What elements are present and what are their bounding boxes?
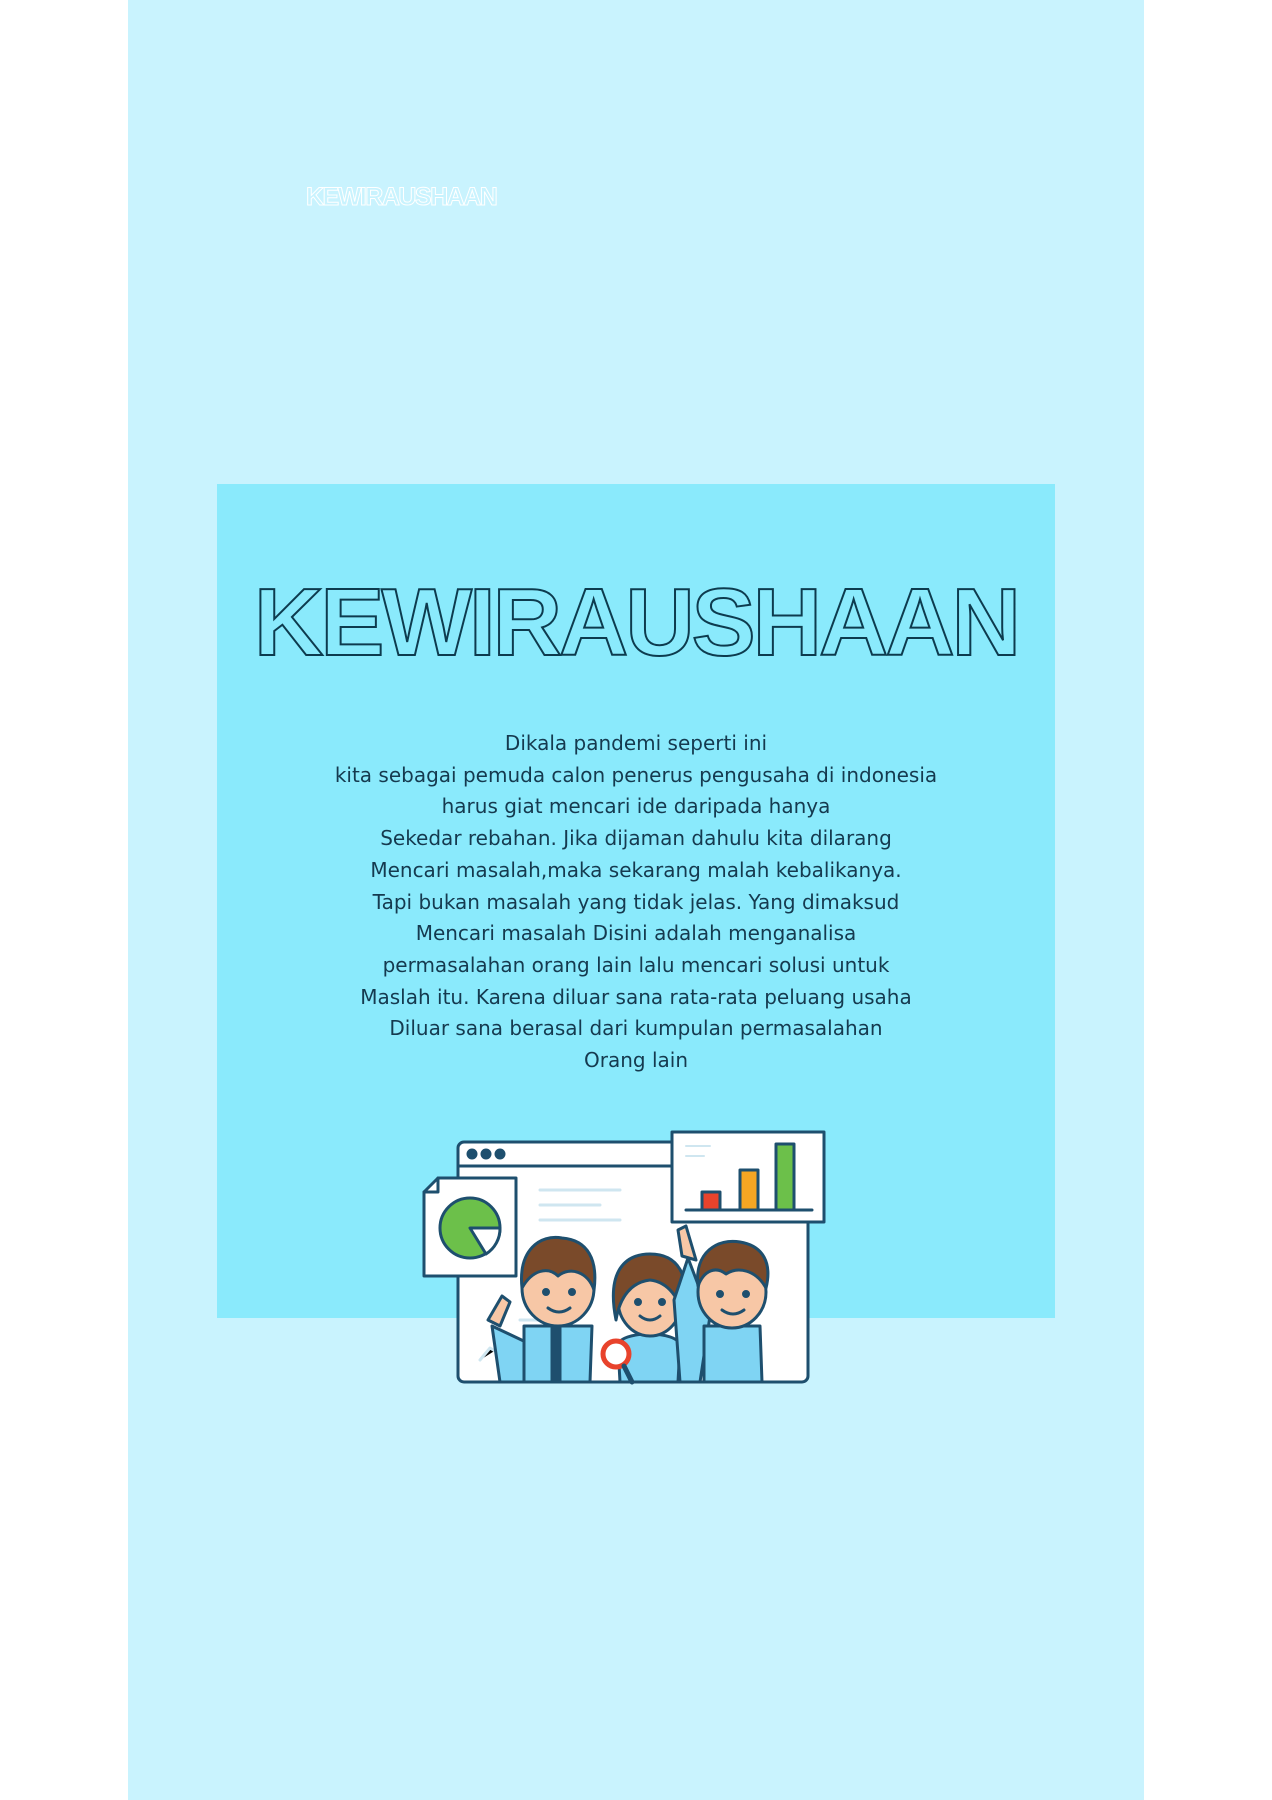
paragraph-line: Orang lain — [584, 1048, 688, 1073]
pie-chart-document-icon — [424, 1178, 516, 1276]
man-pointing-up-icon — [674, 1226, 768, 1382]
paragraph-line: harus giat mencari ide daripada hanya — [441, 794, 831, 819]
team-analytics-illustration — [420, 1130, 830, 1395]
paragraph-line: Diluar sana berasal dari kumpulan permasalahan — [389, 1016, 883, 1041]
paragraph-line: Maslah itu. Karena diluar sana rata-rata peluang usaha — [360, 984, 912, 1009]
paragraph-line: permasalahan orang lain lalu mencari solusi untuk — [382, 952, 890, 977]
card-paragraph — [217, 728, 1055, 1077]
paragraph-line: kita sebagai pemuda calon penerus pengusaha di indonesia — [334, 762, 938, 787]
card-title: KEWIRAUSHAAN — [254, 569, 1018, 676]
page — [128, 0, 1144, 1800]
paragraph-line: Sekedar rebahan. Jika dijaman dahulu kita dilarang — [380, 826, 892, 851]
paragraph-line: Dikala pandemi seperti ini — [504, 731, 768, 755]
header-title: KEWIRAUSHAAN — [306, 183, 497, 211]
paragraph-line: Tapi bukan masalah yang tidak jelas. Yang dimaksud — [372, 889, 900, 914]
bar-chart-panel-icon — [672, 1132, 824, 1222]
paragraph-line: Mencari masalah Disini adalah menganalisa — [415, 921, 857, 946]
paragraph-line: Mencari masalah,maka sekarang malah kebalikanya. — [370, 857, 902, 882]
